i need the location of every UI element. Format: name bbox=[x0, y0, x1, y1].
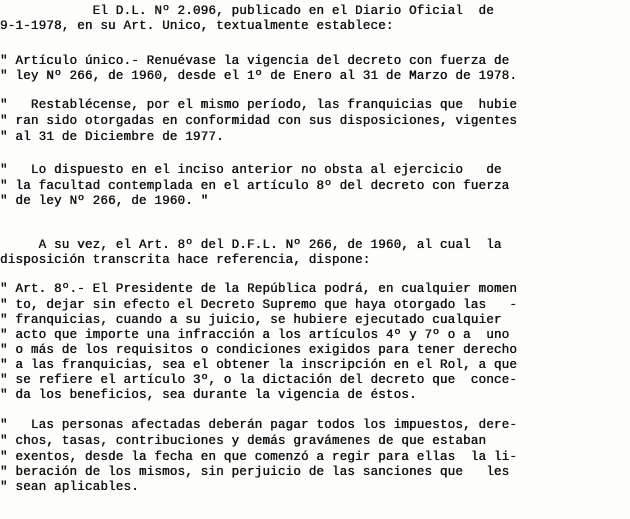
text-line: " o más de los requisitos o condiciones exigidos para tener derecho bbox=[0, 343, 518, 357]
text-line: " Lo dispuesto en el inciso anterior no obsta al ejercicio de bbox=[0, 163, 502, 177]
text-line: " Art. 8º.- El Presidente de la República podrá, en cualquier momen bbox=[0, 282, 518, 296]
text-line: " exentos, desde la fecha en que comenzó a regir para ellas la li- bbox=[0, 450, 518, 464]
text-line: A su vez, el Art. 8º del D.F.L. Nº 266, de 1960, al cual la bbox=[0, 238, 502, 252]
text-line: " acto que importe una infracción a los artículos 4º y 7º o a uno bbox=[0, 328, 510, 342]
text-line: " de ley Nº 266, de 1960. " bbox=[0, 194, 209, 208]
text-line: " sean aplicables. bbox=[0, 480, 139, 494]
text-line: " da los beneficios, sea durante la vigencia de éstos. bbox=[0, 388, 417, 402]
text-line: El D.L. Nº 2.096, publicado en el Diario Oficial de bbox=[0, 4, 494, 18]
text-line: 9-1-1978, en su Art. Unico, textualmente establece: bbox=[0, 19, 394, 33]
text-line: " se refiere el artículo 3º, o la dictación del decreto que conce- bbox=[0, 373, 518, 387]
text-line: " al 31 de Diciembre de 1977. bbox=[0, 130, 224, 144]
text-line: " beración de los mismos, sin perjuicio de las sanciones que les bbox=[0, 465, 510, 479]
text-line: " ran sido otorgadas en conformidad con sus disposiciones, vigentes bbox=[0, 114, 518, 128]
text-line: " Las personas afectadas deberán pagar todos los impuestos, dere- bbox=[0, 418, 518, 432]
text-line: " ley Nº 266, de 1960, desde el 1º de Enero al 31 de Marzo de 1978. bbox=[0, 69, 518, 83]
text-line: " a las franquicias, sea el obtener la inscripción en el Rol, a que bbox=[0, 358, 518, 372]
text-line: " franquicias, cuando a su juicio, se hubiere ejecutado cualquier bbox=[0, 313, 502, 327]
text-line: " la facultad contemplada en el artículo 8º del decreto con fuerza bbox=[0, 179, 510, 193]
text-line: " Restablécense, por el mismo período, las franquicias que hubie bbox=[0, 98, 518, 112]
text-line: " Artículo único.- Renuévase la vigencia del decreto con fuerza de bbox=[0, 54, 510, 68]
text-line: " chos, tasas, contribuciones y demás gravámenes de que estaban bbox=[0, 434, 487, 448]
text-line: disposición transcrita hace referencia, dispone: bbox=[0, 253, 371, 267]
text-line: " to, dejar sin efecto el Decreto Supremo que haya otorgado las - bbox=[0, 298, 518, 312]
